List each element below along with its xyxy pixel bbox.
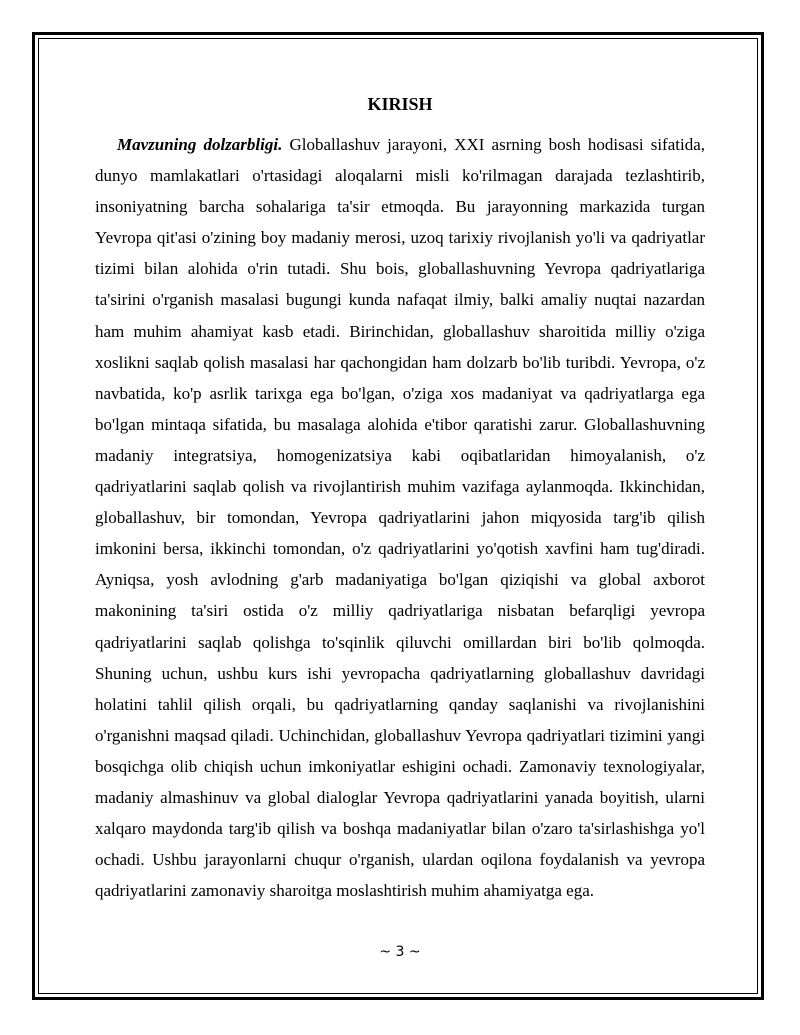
body-text <box>95 129 705 906</box>
section-title: KIRISH <box>367 94 433 114</box>
paragraph <box>95 129 705 906</box>
paragraph-text: Globallashuv jarayoni, XXI asrning bosh hodisasi sifatida, dunyo mamlakatlari o'rtasidagi aloqalarni misli ko'rilmagan darajada tezlashtirib, insoniyatning barcha sohalariga ta'sir etmoqda. Bu jarayonning markazida turgan Yevropa qit'asi o'zining boy madaniy merosi, uzoq tarixiy rivojlanish yo'li va qadriyatlar tizimi bilan alohida o'rin tutadi. Shu bois, globallashuvning Yevropa qadriyatlariga ta'sirini o'rganish masalasi bugungi kunda nafaqat ilmiy, balki amaliy nuqtai nazardan ham muhim ahamiyat kasb etadi. Birinchidan, globallashuv sharoitida milliy o'ziga xoslikni saqlab qolish masalasi har qachongidan ham dolzarb bo'lib turibdi. Yevropa, o'z navbatida, ko'p asrlik tarixga ega bo'lgan, o'ziga xos madaniyat va qadriyatlarga ega bo'lgan mintaqa sifatida, bu masalaga alohida e'tibor qaratishi zarur. Globallashuvning madaniy integratsiya, homogenizatsiya kabi oqibatlaridan himoyalanish, o'z qadriyatlarini saqlab qolish va rivojlantirish muhim vazifaga aylanmoqda. Ikkinchidan, globallashuv, bir tomondan, Yevropa qadriyatlarini jahon miqyosida targ'ib qilish imkonini bersa, ikkinchi tomondan, o'z qadriyatlarini yo'qotish xavfini ham tug'diradi. Ayniqsa, yosh avlodning g'arb madaniyatiga bo'lgan qiziqishi va global axborot makonining ta'siri ostida o'z milliy qadriyatlariga nisbatan befarqligi yevropa qadriyatlarini saqlab qolishga to'sqinlik qiluvchi omillardan biri bo'lib qolmoqda. Shuning uchun, ushbu kurs ishi yevropacha qadriyatlarning globallashuv davridagi holatini tahlil qilish orqali, bu qadriyatlarning qanday saqlanishi va rivojlanishini o'rganishni maqsad qiladi. Uchinchidan, globallashuv Yevropa qadriyatlari tizimini yangi bosqichga olib chiqish uchun imkoniyatlar eshigini ochadi. Zamonaviy texnologiyalar, madaniy almashinuv va global dialoglar Yevropa qadriyatlarini yanada boyitish, ularni xalqaro maydonda targ'ib qilish va boshqa madaniyatlar bilan o'zaro ta'sirlashishga yo'l ochadi. Ushbu jarayonlarni chuqur o'rganish, ulardan oqilona foydalanish va yevropa qadriyatlarini zamonaviy sharoitga moslashtirish muhim ahamiyatga ega. <box>95 135 705 901</box>
page-number: ~ 3 ~ <box>379 944 421 960</box>
lead-phrase: Mavzuning dolzarbligi. <box>117 135 283 154</box>
